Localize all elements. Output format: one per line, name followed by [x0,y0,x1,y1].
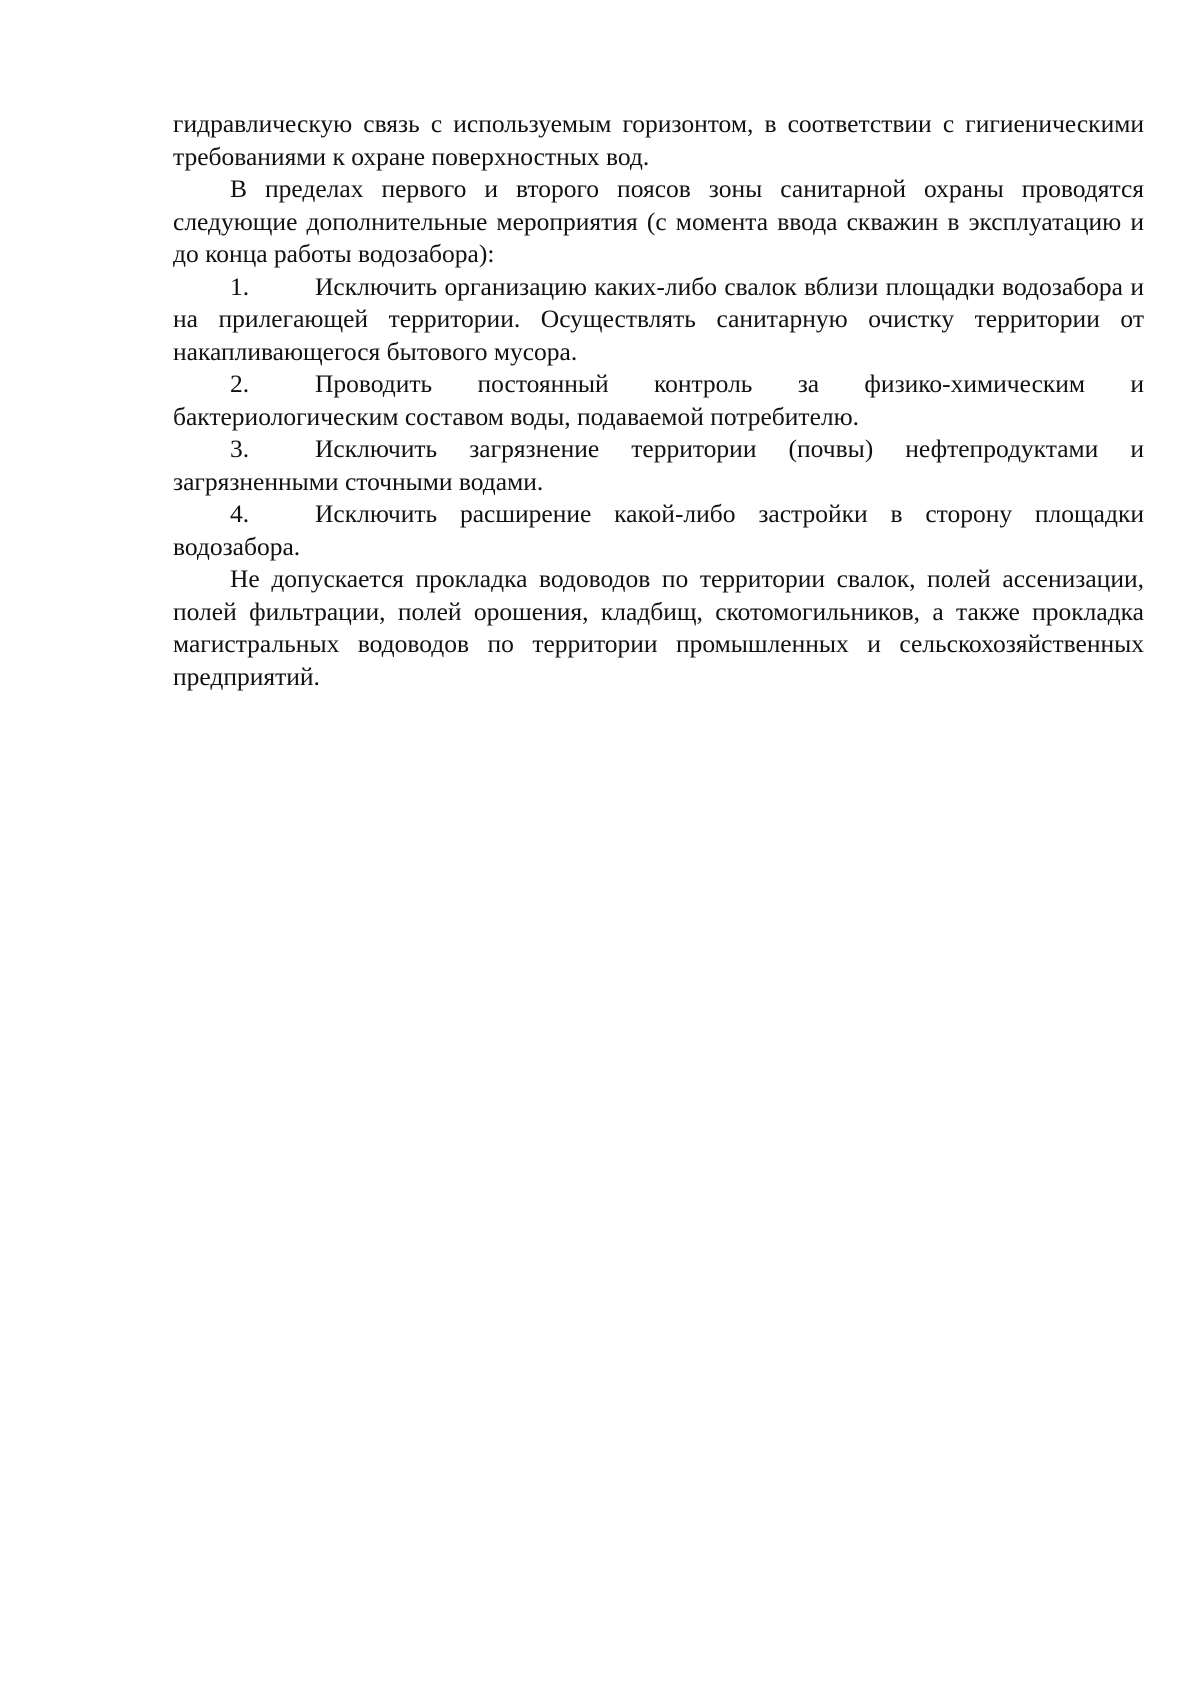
paragraph-intro: В пределах первого и второго поясов зоны санитарной охраны проводятся следующие дополнительные мероприятия (с момента ввода скважин в эксплуатацию и до конца работы водозабора): [173,174,1144,268]
list-item-number: 3. [230,434,250,463]
paragraph-continuation: гидравлическую связь с используемым горизонтом, в соответствии с гигиеническими требованиями к охране поверхностных вод. [173,109,1144,171]
list-item-number: 1. [230,271,250,301]
list-item-number: 4. [230,499,250,528]
list-item-text: Исключить загрязнение территории (почвы) нефтепродуктами и загрязненными сточными водами. [173,434,1144,496]
list-item-text: Исключить организацию каких-либо свалок вблизи площадки водозабора и на прилегающей территории. Осуществлять санитарную очистку территории от накапливающегося бытового мусора. [173,271,1144,366]
paragraph-final: Не допускается прокладка водоводов по территории свалок, полей ассенизации, полей фильтрации, полей орошения, кладбищ, скотомогильников, а также прокладка магистральных водоводов по территории промышленных и сельскохозяйственных предприятий. [173,564,1144,691]
list-item-text: Исключить расширение какой-либо застройки в сторону площадки водозабора. [173,499,1144,561]
list-item [173,368,1144,433]
document-page [173,108,1144,693]
list-item [173,433,1144,498]
list-item [173,271,1144,369]
list-item-number: 2. [230,369,250,398]
list-item [173,498,1144,563]
list-item-text: Проводить постоянный контроль за физико-химическим и бактериологическим составом воды, подаваемой потребителю. [173,369,1144,431]
